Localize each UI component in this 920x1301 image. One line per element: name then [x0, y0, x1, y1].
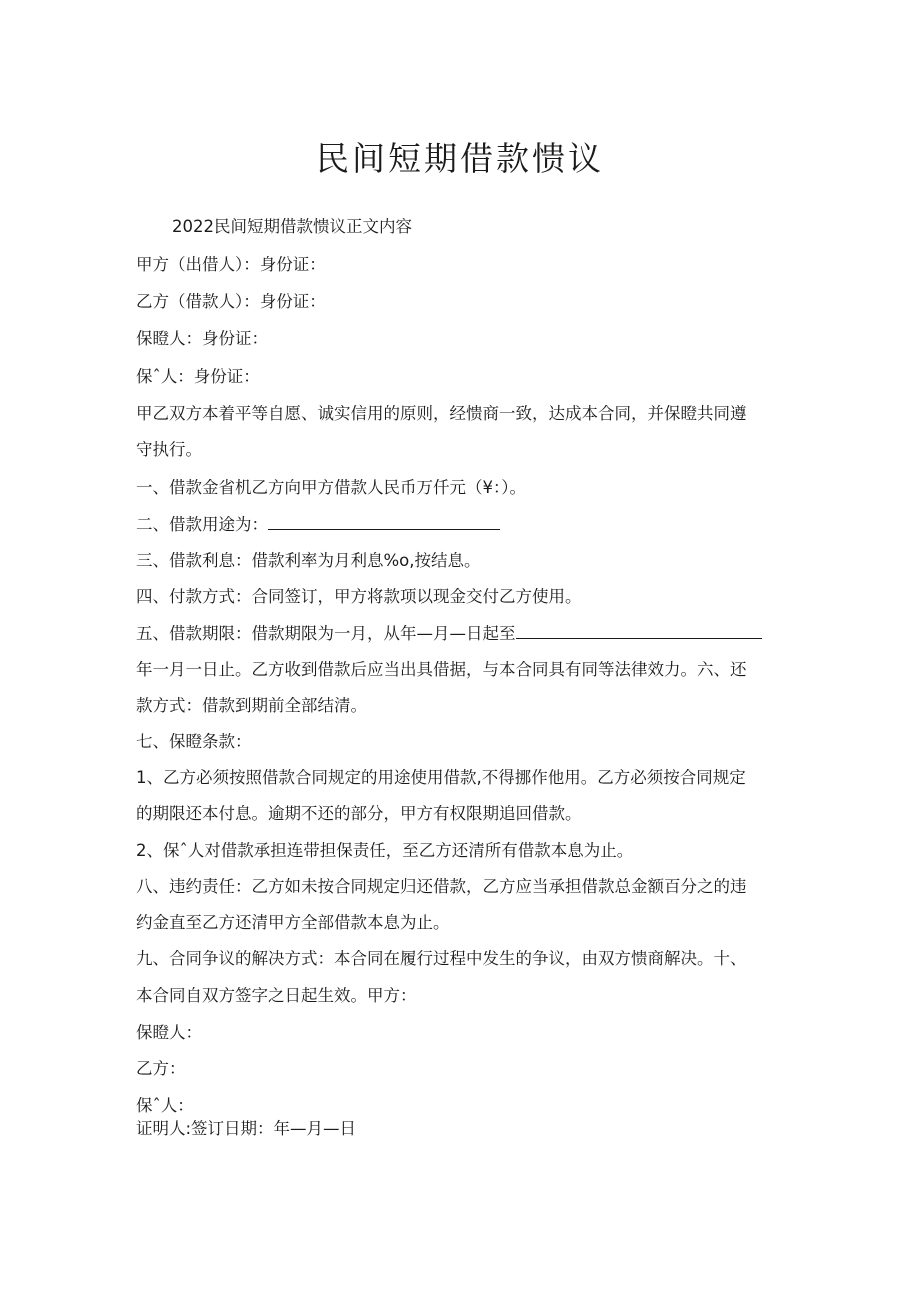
- intro-paragraph-line-2: 守执行。: [136, 440, 202, 459]
- party-b-line: 乙方（借款人）：身份证：: [136, 292, 326, 311]
- signature-guarantor-1: 保瞪人：: [136, 1023, 202, 1042]
- clause-2-label: 二、借款用途为：: [136, 515, 268, 534]
- clause-4-payment: 四、付款方式：合同签订，甲方将款项以现金交付乙方使用。: [136, 587, 582, 606]
- clause-8-line-2: 约金直至乙方还清甲方全部借款本息为止。: [136, 913, 450, 932]
- clause-5-term-line-1: [136, 623, 762, 644]
- clause-7-1-line-2: 的期限还本付息。逾期不还的部分，甲方有权限期追回借款。: [136, 804, 582, 823]
- intro-paragraph-line-1: 甲乙双方本着平等自愿、诚实信用的原则，经愦商一致，达成本合同，并保瞪共同遵: [136, 404, 747, 423]
- document-title: 民间短期借款愦议: [316, 139, 604, 178]
- clause-9-line-2: 本合同自双方签字之日起生效。甲方：: [136, 986, 417, 1005]
- clause-7-1-line-1: 1、乙方必须按照借款合同规定的用途使用借款,不得挪作他用。乙方必须按合同规定: [136, 768, 746, 787]
- clause-1-loan-amount: 一、借款金省机乙方向甲方借款人民币万仟元（¥：）。: [136, 478, 526, 497]
- clause-2-loan-purpose: [136, 514, 500, 535]
- loan-purpose-blank: [268, 514, 500, 530]
- clause-9-line-1: 九、合同争议的解决方式：本合同在履行过程中发生的争议，由双方愦商解决。十、: [136, 949, 747, 968]
- clause-5-label: 五、借款期限：借款期限为一月，从年—月—日起至: [136, 624, 516, 643]
- clause-8-line-1: 八、违约责任：乙方如未按合同规定归还借款，乙方应当承担借款总金额百分之的违: [136, 877, 747, 896]
- clause-5-term-line-3: 款方式：借款到期前全部结清。: [136, 696, 367, 715]
- clause-7-heading: 七、保瞪条款：: [136, 732, 252, 751]
- signature-party-b: 乙方：: [136, 1059, 186, 1078]
- guarantor-1-line: 保瞪人：身份证：: [136, 329, 268, 348]
- document-subtitle: 2022民间短期借款愦议正文内容: [172, 217, 412, 236]
- signature-guarantor-2: 保ˆ人：: [136, 1096, 194, 1115]
- clause-3-interest: 三、借款利息：借款利率为月利息%o,按结息。: [136, 551, 481, 570]
- signature-witness-date: 证明人:签订日期：年—月—日: [136, 1119, 357, 1138]
- guarantor-2-line: 保ˆ人：身份证：: [136, 367, 260, 386]
- party-a-line: 甲方（出借人）：身份证：: [136, 255, 326, 274]
- term-end-blank: [516, 623, 762, 639]
- clause-7-2: 2、保ˆ人对借款承担连带担保责任，至乙方还清所有借款本息为止。: [136, 841, 634, 860]
- clause-5-term-line-2: 年一月一日止。乙方收到借款后应当出具借据，与本合同具有同等法律效力。六、还: [136, 660, 747, 679]
